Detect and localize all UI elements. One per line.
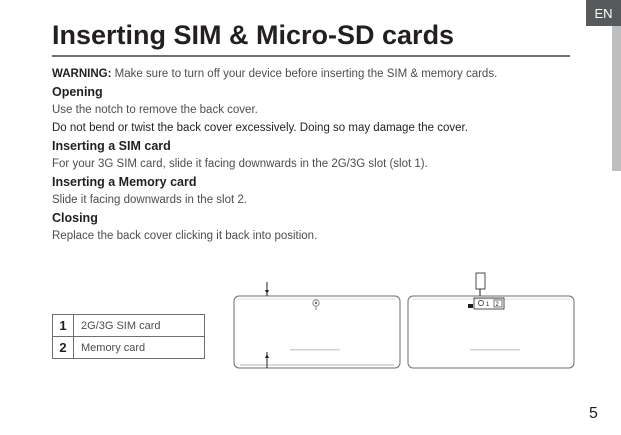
tablet-back-open <box>408 273 574 368</box>
warning-line <box>52 65 572 83</box>
closing-heading: Closing <box>52 211 98 225</box>
slot-legend <box>52 314 205 359</box>
legend-row <box>53 337 205 359</box>
opening-text: Use the notch to remove the back cover. <box>52 104 258 116</box>
memory-text: Slide it facing downwards in the slot 2. <box>52 194 247 206</box>
instructions <box>52 65 572 245</box>
legend-row <box>53 315 205 337</box>
tablet-back-closed <box>234 282 400 368</box>
sim-card-icon <box>476 273 485 289</box>
opening-heading: Opening <box>52 85 103 99</box>
sim-heading: Inserting a SIM card <box>52 139 171 153</box>
slot-2-marker: 2 <box>495 302 499 308</box>
legend-label: Memory card <box>74 337 205 359</box>
slot-1-marker: 1 <box>486 302 490 308</box>
title-divider <box>52 55 570 57</box>
page-number: 5 <box>589 405 598 422</box>
sim-text: For your 3G SIM card, slide it facing downwards in the 2G/3G slot (slot 1). <box>52 158 428 170</box>
camera-icon <box>478 300 483 305</box>
language-tab: EN <box>586 0 621 26</box>
memory-heading: Inserting a Memory card <box>52 175 197 189</box>
tablet-illustration <box>230 270 580 375</box>
legend-number: 1 <box>53 315 74 337</box>
page-title: Inserting SIM & Micro-SD cards <box>52 20 455 50</box>
warning-label: WARNING: <box>52 68 112 80</box>
warning-text: Make sure to turn off your device before inserting the SIM & memory cards. <box>111 68 498 80</box>
closing-text: Replace the back cover clicking it back into position. <box>52 230 318 242</box>
legend-number: 2 <box>53 337 74 359</box>
side-bar <box>612 26 621 171</box>
opening-caution: Do not bend or twist the back cover excessively. Doing so may damage the cover. <box>52 122 468 134</box>
legend-label: 2G/3G SIM card <box>74 315 205 337</box>
